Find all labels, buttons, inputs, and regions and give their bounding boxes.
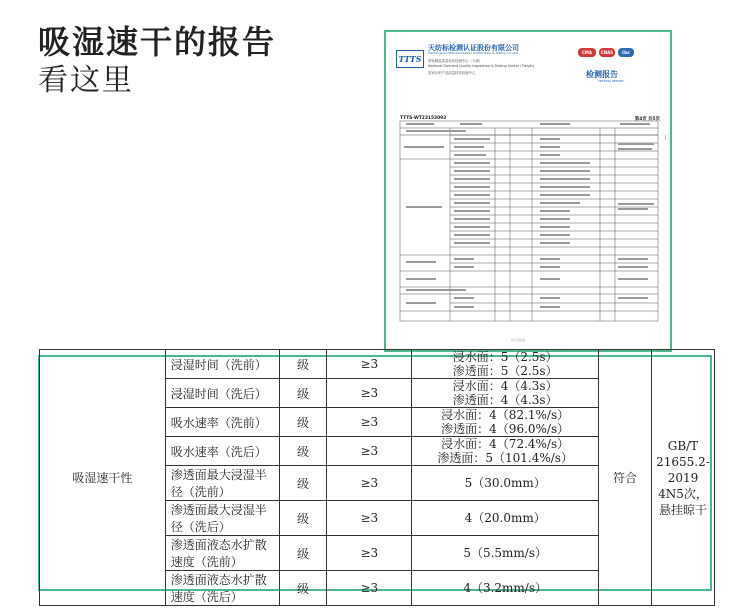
unit-cell: 级	[279, 501, 327, 536]
item-cell: 浸湿时间（洗前）	[165, 350, 279, 379]
report-org-name-en: Tianfangbiao Standardization Certification & Testing Co.,Ltd.	[428, 51, 519, 55]
item-cell: 渗透面最大浸湿半径（洗前）	[165, 466, 279, 501]
measured-line: 渗透面：4（4.3s）	[452, 393, 558, 407]
requirement-cell: ≥3	[327, 571, 412, 606]
ilac-icon: ilac	[618, 48, 634, 57]
mini-table-graphic	[400, 121, 658, 321]
measured-line: 4（3.2mm/s）	[463, 581, 547, 595]
category-cell: 吸湿速干性	[40, 350, 166, 606]
page-subtitle: 看这里	[38, 63, 134, 98]
requirement-cell: ≥3	[327, 437, 412, 466]
standard-cell: GB/T 21655.2-2019 4N5次，悬挂晾干	[651, 350, 714, 606]
measured-cell	[412, 379, 599, 408]
measured-line: 渗透面：5（2.5s）	[452, 364, 558, 378]
item-cell: 渗透面液态水扩散速度（洗后）	[165, 571, 279, 606]
item-cell: 浸湿时间（洗后）	[165, 379, 279, 408]
measured-line: 渗透面：5（101.4%/s）	[437, 451, 573, 465]
measured-line: 浸水面：4（82.1%/s）	[441, 408, 570, 422]
item-cell: 渗透面最大浸湿半径（洗后）	[165, 501, 279, 536]
report-org-name: 天纺标检测认证股份有限公司	[428, 44, 519, 52]
item-cell: 吸水速率（洗前）	[165, 408, 279, 437]
requirement-cell: ≥3	[327, 408, 412, 437]
report-footer: (以下空白)	[511, 338, 526, 342]
result-cell: 符合	[599, 350, 652, 606]
unit-cell: 级	[279, 437, 327, 466]
item-cell: 吸水速率（洗后）	[165, 437, 279, 466]
report-sub-line-1: 国家服装质量检验检测中心（天津）	[428, 59, 483, 63]
requirement-cell: ≥3	[327, 501, 412, 536]
measured-cell	[412, 571, 599, 606]
requirement-cell: ≥3	[327, 350, 412, 379]
cma-icon: CMA	[578, 48, 596, 57]
seal-stamp: ∣	[664, 135, 667, 141]
measured-cell	[412, 466, 599, 501]
measured-cell	[412, 536, 599, 571]
report-number: TTTS-WT23153092	[400, 116, 447, 121]
report-mini-table	[400, 121, 658, 321]
result-table	[38, 350, 712, 604]
requirement-cell: ≥3	[327, 466, 412, 501]
measured-line: 浸水面：4（72.4%/s）	[441, 437, 570, 451]
report-sub-line-3: 国家针织产品质量检验检测中心	[428, 71, 476, 75]
result-table-grid	[39, 349, 715, 606]
report-thumbnail	[384, 30, 672, 352]
report-header	[386, 32, 670, 107]
measured-line: 4（20.0mm）	[464, 511, 546, 525]
report-title: 检测报告	[586, 70, 618, 79]
measured-line: 浸水面：5（2.5s）	[452, 350, 558, 364]
table-row	[40, 350, 715, 379]
measured-cell	[412, 501, 599, 536]
measured-cell	[412, 408, 599, 437]
ttts-logo: TTTS	[396, 50, 424, 68]
page-title: 吸湿速干的报告	[38, 23, 277, 61]
measured-line: 5（5.5mm/s）	[463, 546, 547, 560]
cnas-icon: CNAS	[600, 50, 614, 55]
unit-cell: 级	[279, 408, 327, 437]
requirement-cell: ≥3	[327, 536, 412, 571]
unit-cell: 级	[279, 350, 327, 379]
measured-line: 浸水面：4（4.3s）	[452, 379, 558, 393]
requirement-cell: ≥3	[327, 379, 412, 408]
page-heading	[38, 22, 276, 100]
unit-cell: 级	[279, 379, 327, 408]
measured-cell	[412, 437, 599, 466]
report-page-number: 第4页 共5页	[634, 117, 660, 122]
unit-cell: 级	[279, 536, 327, 571]
measured-cell	[412, 350, 599, 379]
item-cell: 渗透面液态水扩散速度（洗前）	[165, 536, 279, 571]
report-sub-line-2: National Garment Quality Inspection & Testing Center (Tianjin)	[428, 64, 534, 68]
unit-cell: 级	[279, 466, 327, 501]
report-title-en: TESTING REPORT	[598, 79, 624, 83]
measured-line: 5（30.0mm）	[464, 476, 546, 490]
unit-cell: 级	[279, 571, 327, 606]
measured-line: 渗透面：4（96.0%/s）	[441, 422, 570, 436]
